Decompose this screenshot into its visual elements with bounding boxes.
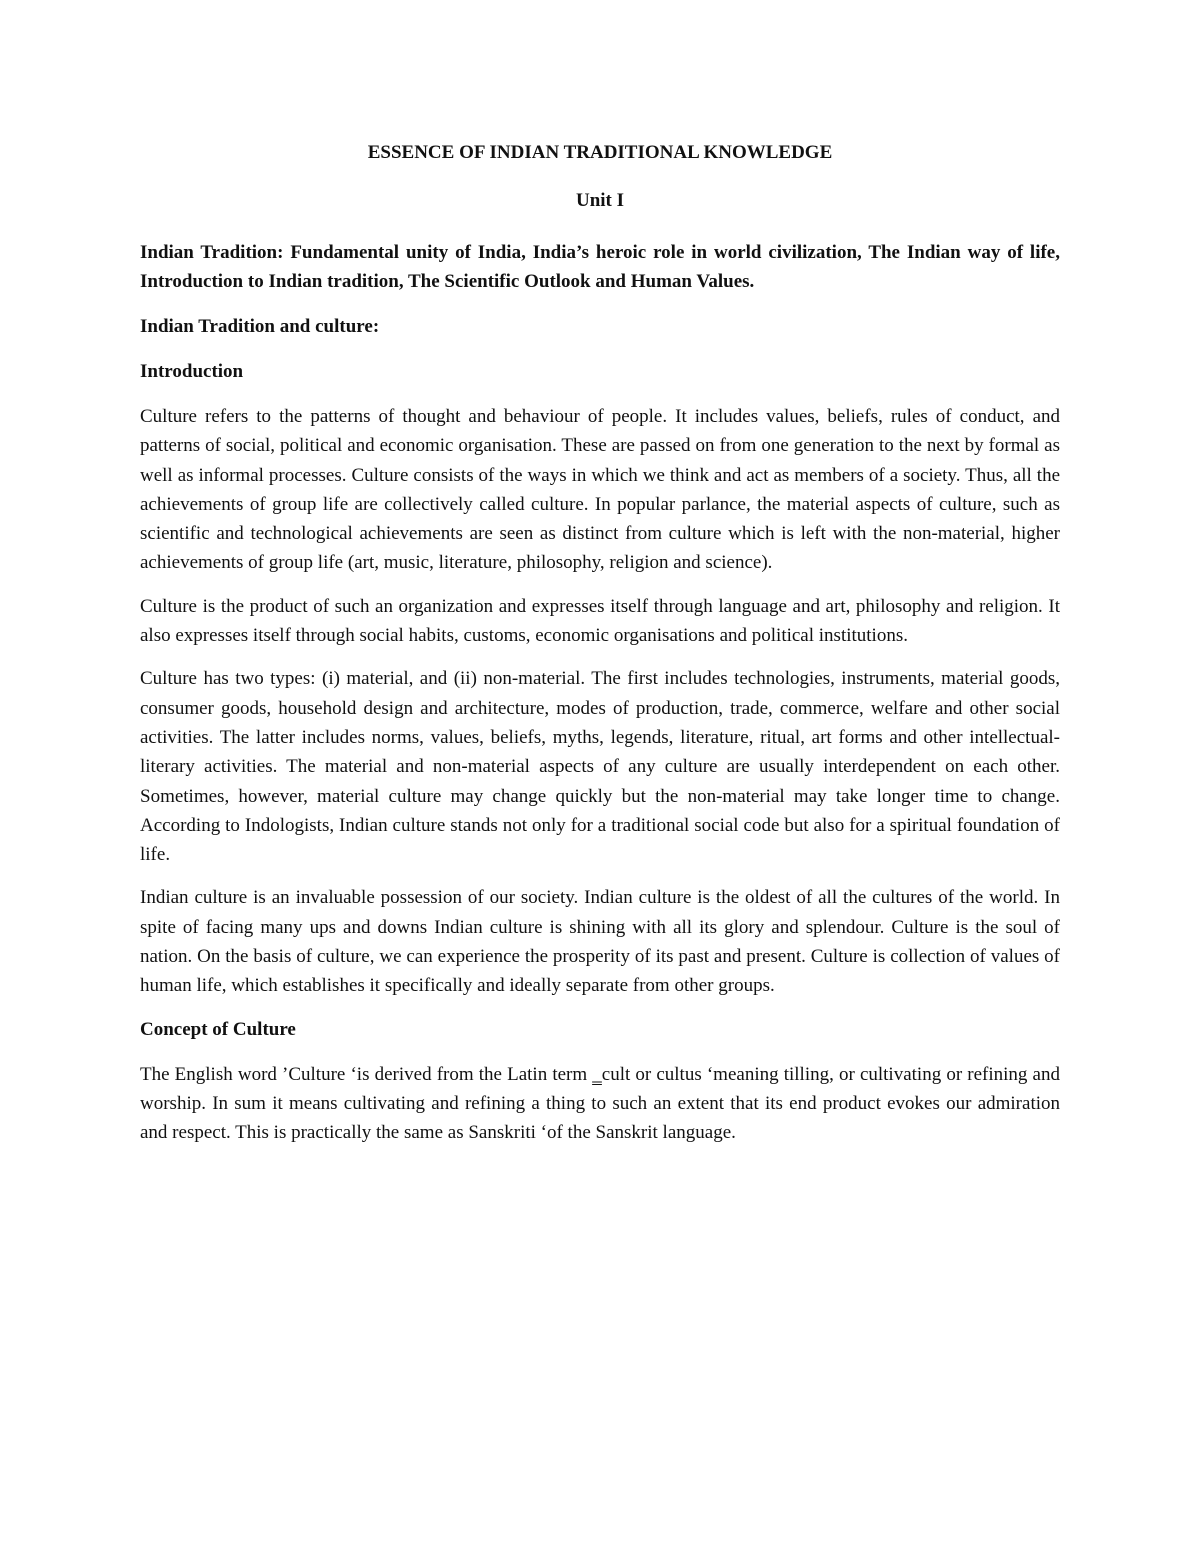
document-page [140, 138, 1060, 1162]
paragraph-culture-product: Culture is the product of such an organization and expresses itself through language and art, philosophy and religion. It also expresses itself through social habits, customs, economic organisations and political institutions. [140, 595, 1060, 647]
introduction-heading: Introduction [140, 361, 244, 382]
paragraph-indian-culture: Indian culture is an invaluable possession of our society. Indian culture is the oldest of all the cultures of the world. In spite of facing many ups and downs Indian culture is shining with all its glory and splendour. Culture is the soul of nation. On the basis of culture, we can experience the prosperity of its past and present. Culture is collection of values of human life, which establishes it specifically and ideally separate from other groups. [140, 887, 1060, 997]
paragraph-concept-of-culture: The English word ’Culture ‘is derived from the Latin term ‗cult or cultus ‘meaning tilling, or cultivating or refining and worship. In sum it means cultivating and refining a thing to such an extent that its end product evokes our admiration and respect. This is practically the same as Sanskriti ‘of the Sanskrit language. [140, 1063, 1060, 1144]
paragraph-culture-types: Culture has two types: (i) material, and (ii) non-material. The first includes technologies, instruments, material goods, consumer goods, household design and architecture, modes of production, trade, commerce, welfare and other social activities. The latter includes norms, values, beliefs, myths, legends, literature, ritual, art forms and other intellectual-literary activities. The material and non-material aspects of any culture are usually interdependent on each other. Sometimes, however, material culture may change quickly but the non-material may take longer time to change. According to Indologists, Indian culture stands not only for a traditional social code but also for a spiritual foundation of life. [140, 668, 1060, 866]
paragraph-culture-definition: Culture refers to the patterns of thought and behaviour of people. It includes values, beliefs, rules of conduct, and patterns of social, political and economic organisation. These are passed on from one generation to the next by formal as well as informal processes. Culture consists of the ways in which we think and act as members of a society. Thus, all the achievements of group life are collectively called culture. In popular parlance, the material aspects of culture, such as scientific and technological achievements are seen as distinct from culture which is left with the non-material, higher achievements of group life (art, music, literature, philosophy, religion and science). [140, 406, 1060, 574]
concept-heading: Concept of Culture [140, 1018, 296, 1040]
section-heading: Indian Tradition and culture: [140, 316, 380, 337]
syllabus-topics: Indian Tradition: Fundamental unity of India, India’s heroic role in world civilization, The Indian way of life, Introduction to Indian tradition, The Scientific Outlook and Human Values. [140, 242, 1060, 292]
unit-title: Unit I [575, 190, 625, 211]
document-title: ESSENCE OF INDIAN TRADITIONAL KNOWLEDGE [367, 142, 833, 163]
